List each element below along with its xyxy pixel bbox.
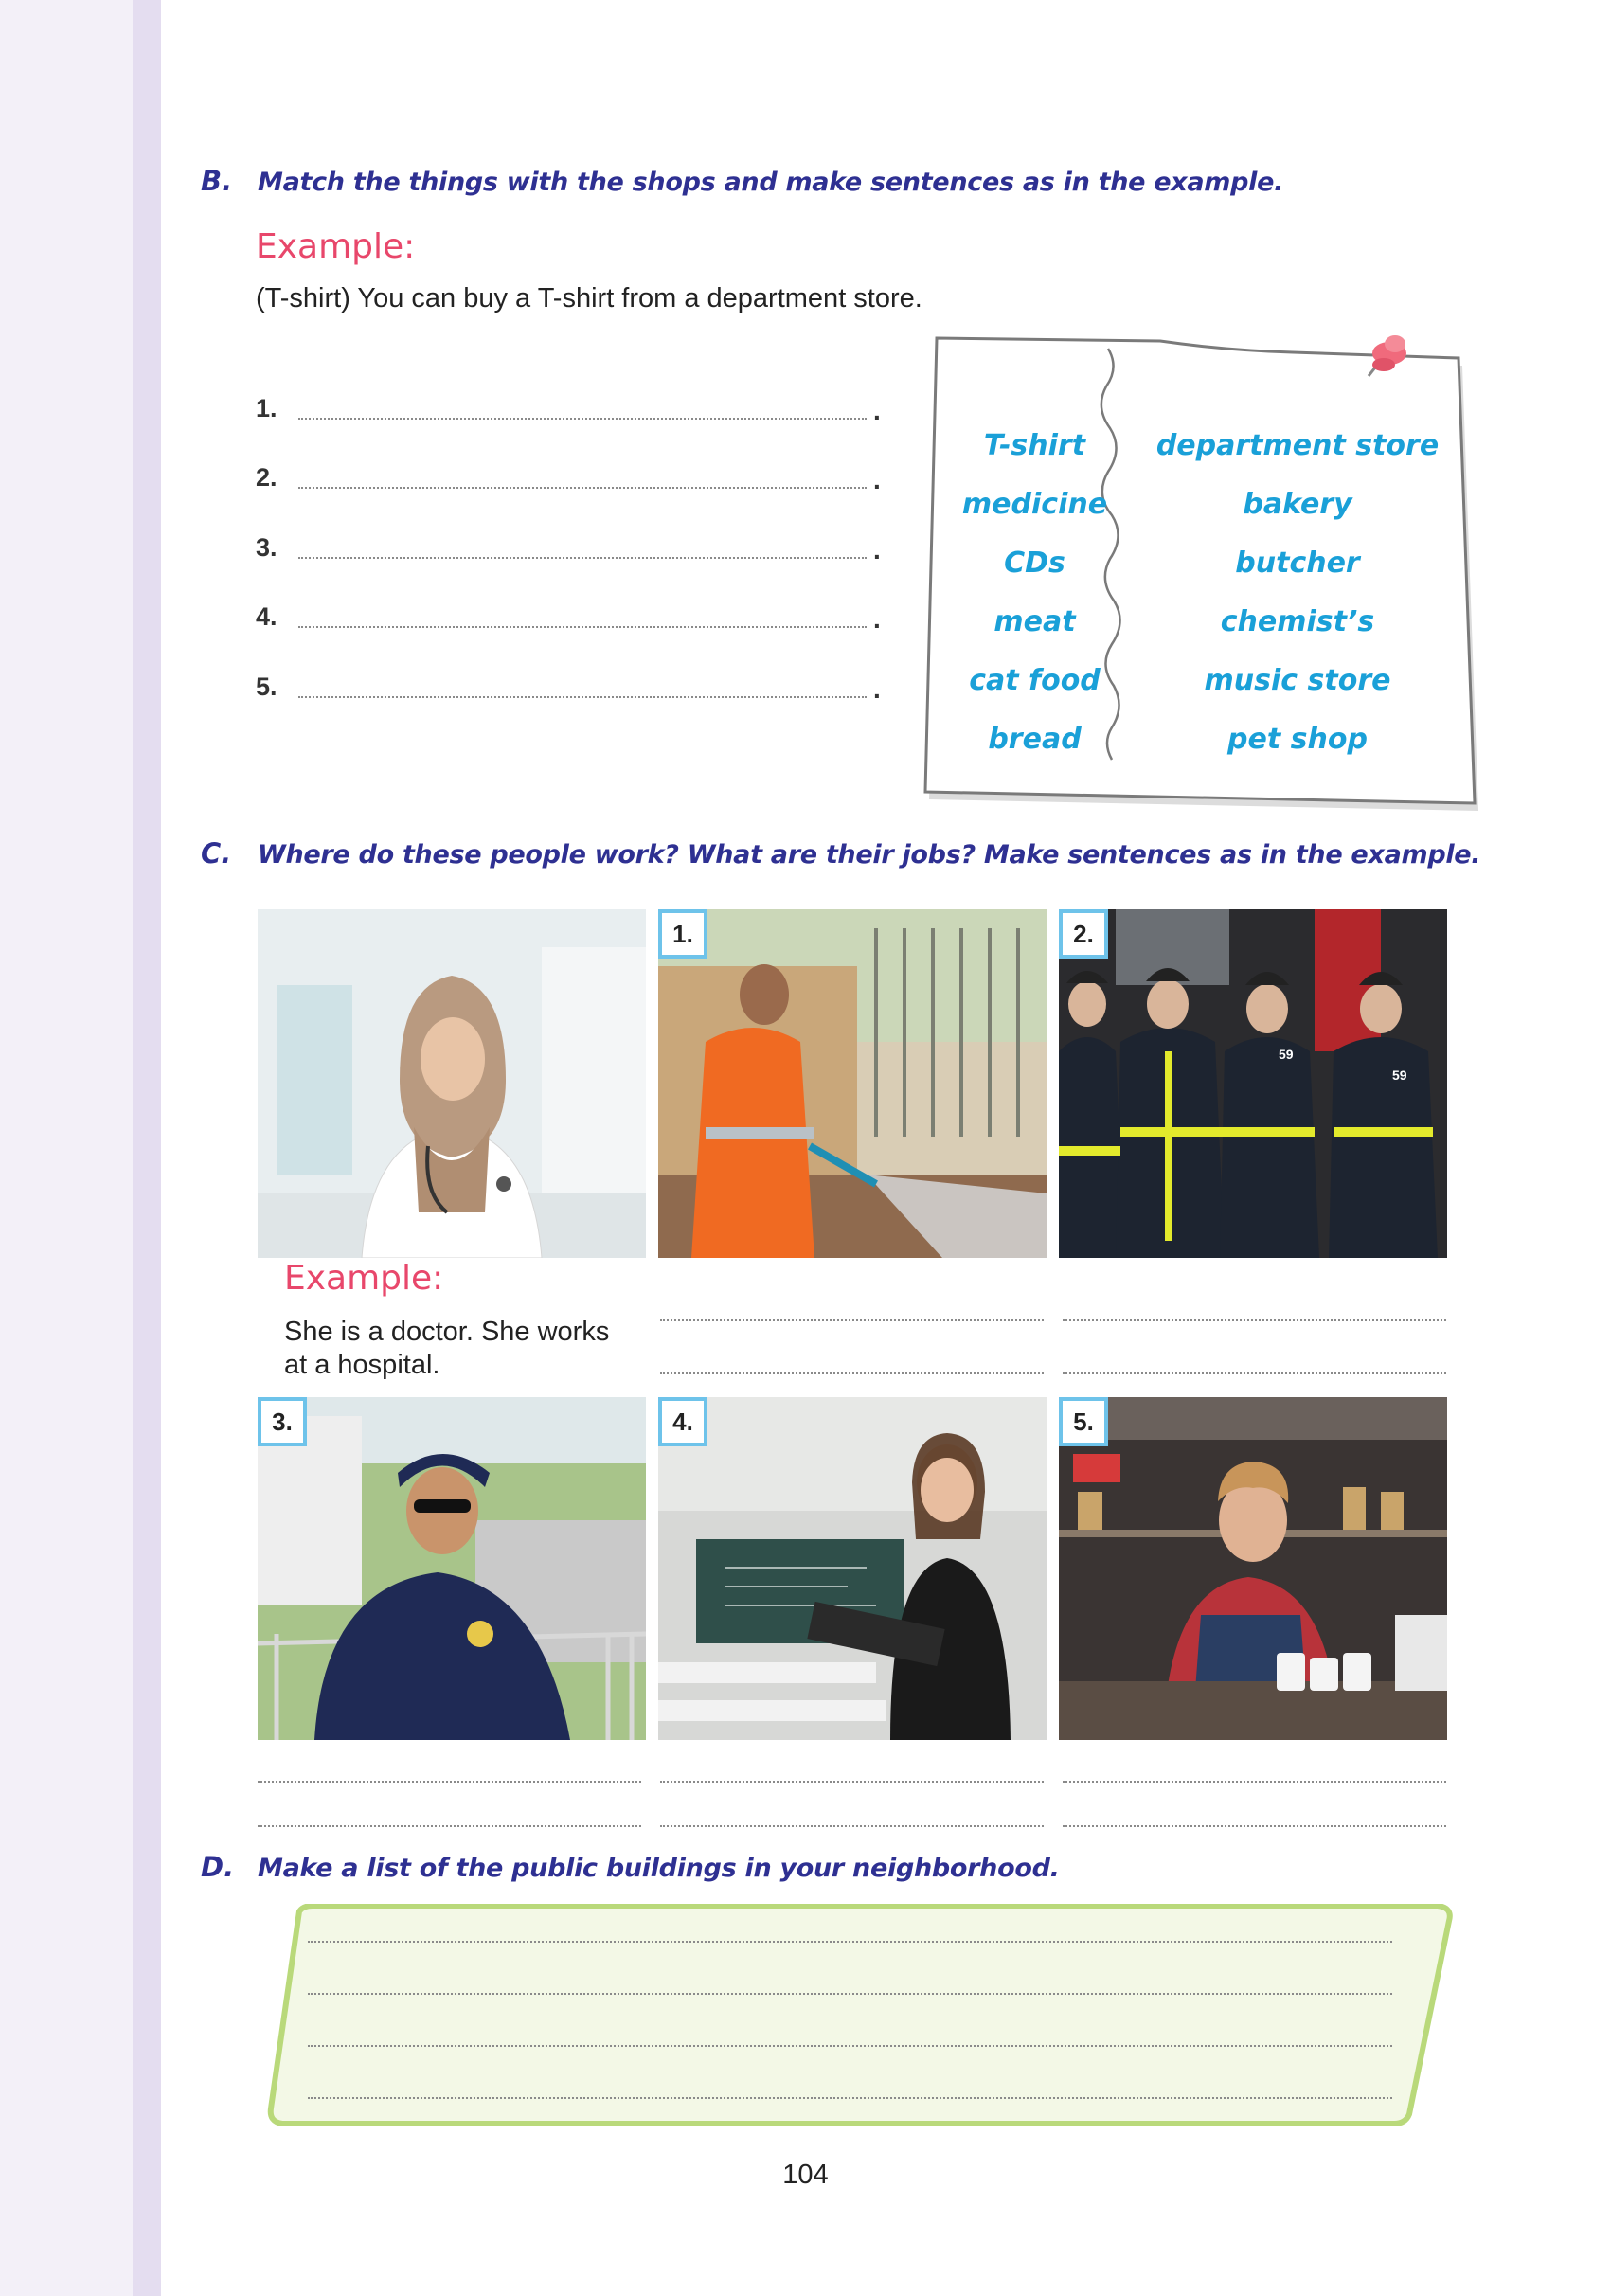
photo-number-badge: 4.: [658, 1397, 707, 1446]
section-c-letter: C.: [201, 837, 232, 870]
photo-doctor: [258, 909, 646, 1258]
section-b-example-label: Example:: [256, 227, 416, 266]
photo-firefighters: [1059, 909, 1447, 1258]
page-margin-strip: [133, 0, 161, 2296]
answer-line-number: 3.: [256, 533, 277, 562]
answer-line-number: 4.: [256, 602, 277, 631]
thing-word: bread: [988, 723, 1082, 756]
firefighter-badge-number: 59: [1392, 1067, 1407, 1083]
answer-line-3[interactable]: [298, 557, 867, 559]
photo-number-badge: 1.: [658, 909, 707, 959]
photo-number-badge: 3.: [258, 1397, 307, 1446]
thing-word: cat food: [969, 664, 1101, 697]
page-margin-band: [0, 0, 133, 2296]
answer-line-photo-4[interactable]: [660, 1781, 1044, 1783]
thing-word: medicine: [961, 488, 1108, 521]
word-box: [914, 330, 1487, 822]
shop-word: chemist’s: [1220, 605, 1375, 638]
answer-line-1[interactable]: [298, 418, 867, 420]
list-line[interactable]: [308, 1993, 1392, 1995]
line-period: .: [873, 396, 881, 425]
answer-line-5[interactable]: [298, 696, 867, 698]
answer-line-photo-1[interactable]: [660, 1372, 1044, 1374]
answer-line-number: 5.: [256, 673, 277, 701]
answer-line-photo-2[interactable]: [1063, 1372, 1446, 1374]
photo-police-officer: [258, 1397, 646, 1740]
answer-line-photo-2[interactable]: [1063, 1319, 1446, 1321]
shop-word: music store: [1204, 664, 1391, 697]
answer-line-photo-1[interactable]: [660, 1319, 1044, 1321]
photo-number-badge: 5.: [1059, 1397, 1108, 1446]
thing-word: meat: [993, 605, 1076, 638]
shop-word: bakery: [1243, 488, 1352, 521]
shop-word: butcher: [1235, 547, 1360, 580]
answer-line-number: 2.: [256, 463, 277, 492]
section-d-instruction: Make a list of the public buildings in your neighborhood.: [258, 1854, 1060, 1883]
push-pin-icon: [1350, 327, 1416, 393]
answer-line-photo-3[interactable]: [258, 1781, 641, 1783]
photo-street-cleaner: [658, 909, 1047, 1258]
photo-teacher: [658, 1397, 1047, 1740]
photo-number-badge: 2.: [1059, 909, 1108, 959]
answer-line-4[interactable]: [298, 626, 867, 628]
photo-barista: [1059, 1397, 1447, 1740]
line-period: .: [873, 674, 881, 704]
thing-word: T-shirt: [983, 429, 1086, 462]
page-number: 104: [782, 2160, 829, 2190]
shop-word: pet shop: [1227, 723, 1368, 756]
answer-line-photo-5[interactable]: [1063, 1781, 1446, 1783]
answer-line-photo-3[interactable]: [258, 1825, 641, 1827]
section-c-example-line-2: at a hospital.: [284, 1350, 440, 1380]
section-d-letter: D.: [201, 1851, 235, 1883]
line-period: .: [873, 465, 881, 494]
section-b-letter: B.: [201, 165, 233, 197]
shop-word: department store: [1155, 429, 1440, 462]
neighborhood-list-box: [263, 1904, 1457, 2126]
section-b-example-sentence: (T-shirt) You can buy a T-shirt from a department store.: [256, 283, 922, 314]
list-line[interactable]: [308, 2097, 1392, 2099]
line-period: .: [873, 604, 881, 634]
thing-word: CDs: [1004, 547, 1065, 580]
section-b-instruction: Match the things with the shops and make sentences as in the example.: [258, 168, 1284, 197]
section-c-instruction: Where do these people work? What are their jobs? Make sentences as in the example.: [258, 840, 1481, 870]
section-c-example-line-1: She is a doctor. She works: [284, 1317, 610, 1347]
answer-line-photo-5[interactable]: [1063, 1825, 1446, 1827]
firefighter-badge-number: 59: [1279, 1047, 1294, 1062]
list-line[interactable]: [308, 2045, 1392, 2047]
answer-line-photo-4[interactable]: [660, 1825, 1044, 1827]
answer-line-number: 1.: [256, 394, 277, 422]
answer-line-2[interactable]: [298, 487, 867, 489]
section-c-example-label: Example:: [284, 1259, 444, 1298]
list-line[interactable]: [308, 1941, 1392, 1943]
line-period: .: [873, 535, 881, 565]
